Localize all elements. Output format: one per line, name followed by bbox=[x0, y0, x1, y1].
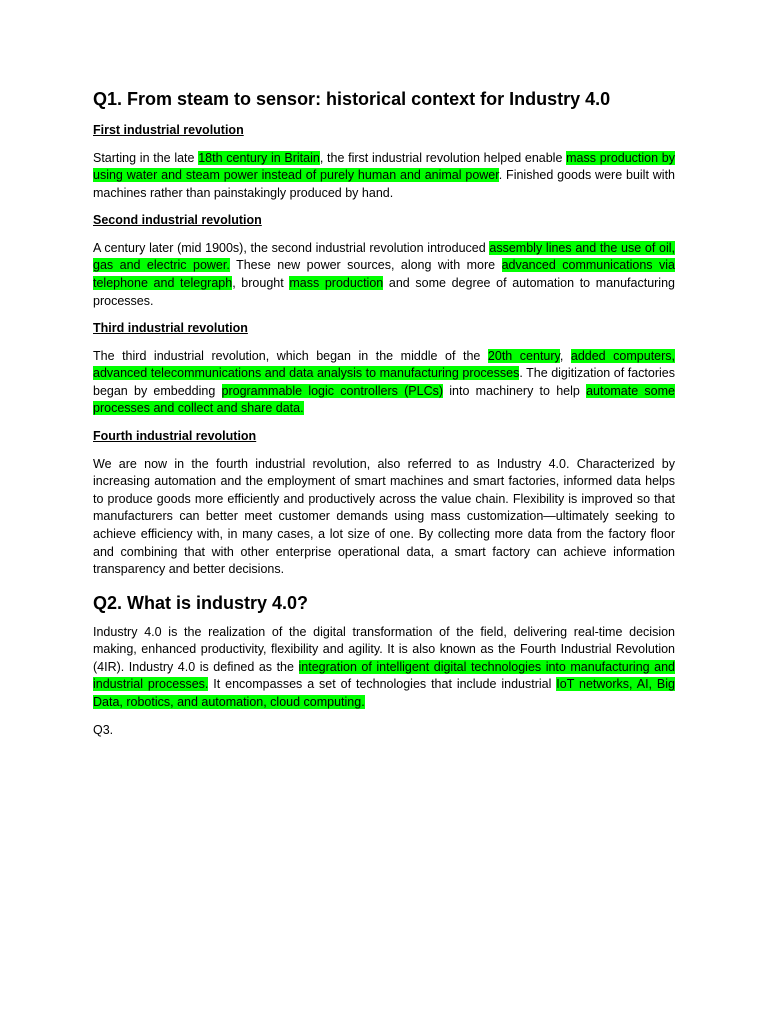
q2-paragraph bbox=[93, 624, 675, 712]
highlight-run: IoT networks, AI, Big Data, robotics, and automation, cloud computing. bbox=[93, 677, 675, 710]
text-run: , bbox=[559, 348, 571, 363]
third-revolution-title: Third industrial revolution bbox=[93, 321, 248, 336]
fourth-revolution-paragraph: We are now in the fourth industrial revolution, also referred to as Industry 4.0. Characterized by increasing automation and the employment of smart machines and smart factories, informed data helps to produce goods more efficiently and productively across the value chain. Flexibility is improved so that manufacturers can better meet customer demands using mass customization—ultimately seeking to achieve efficiency with, in many cases, a lot size of one. By collecting more data from the factory floor and combining that with other enterprise operational data, a smart factory can achieve information transparency and better decisions. bbox=[93, 456, 675, 577]
second-revolution-title: Second industrial revolution bbox=[93, 213, 262, 228]
text-run: , brought bbox=[232, 275, 290, 290]
highlight-run: advanced communications via telephone and telegraph bbox=[93, 258, 675, 290]
text-run: These new power sources, along with more bbox=[229, 258, 502, 273]
q3-label: Q3. bbox=[93, 722, 114, 737]
fourth-revolution-title: Fourth industrial revolution bbox=[93, 429, 257, 444]
highlight-run: automate some processes and collect and share data. bbox=[93, 383, 675, 416]
third-revolution-paragraph bbox=[93, 348, 675, 418]
highlight-run: integration of intelligent digital technologies into manufacturing and industrial processes. bbox=[93, 659, 675, 692]
highlight-run: assembly lines and the use of oil, gas and electric power. bbox=[93, 240, 675, 273]
first-revolution-paragraph bbox=[93, 150, 675, 203]
text-run: Starting in the late bbox=[93, 150, 199, 165]
highlight-run: mass production by using water and steam power instead of purely human and animal power bbox=[93, 150, 675, 183]
q2-heading: Q2. What is industry 4.0? bbox=[93, 592, 309, 613]
text-run: It encompasses a set of technologies that include industrial bbox=[208, 677, 557, 692]
text-run: and some degree of automation to manufacturing processes. bbox=[93, 275, 675, 308]
first-revolution-title: First industrial revolution bbox=[93, 123, 244, 137]
text-run: , the first industrial revolution helped enable bbox=[319, 150, 567, 165]
text-run: A century later (mid 1900s), the second industrial revolution introduced bbox=[93, 240, 490, 255]
highlight-run: added computers, advanced telecommunications and data analysis to manufacturing processes bbox=[93, 348, 676, 381]
text-run: Industry 4.0 is the realization of the digital transformation of the field, delivering real-time decision making, enhanced productivity, flexibility and agility. It is also known as the Fourth Industrial Revolution (4IR). Industry 4.0 is defined as the bbox=[93, 624, 675, 674]
second-revolution-paragraph bbox=[93, 240, 675, 310]
document-page bbox=[93, 86, 675, 739]
q1-heading: Q1. From steam to sensor: historical context for Industry 4.0 bbox=[93, 89, 611, 109]
highlight-run: 20th century bbox=[487, 348, 560, 363]
highlight-run: 18th century in Britain bbox=[198, 150, 320, 165]
highlight-run: mass production bbox=[289, 275, 384, 290]
text-run: . The digitization of factories began by embedding bbox=[93, 366, 675, 398]
text-run: into machinery to help bbox=[443, 383, 587, 398]
text-run: The third industrial revolution, which began in the middle of the bbox=[93, 348, 488, 363]
text-run: . Finished goods were built with machines rather than painstakingly produced by hand. bbox=[93, 168, 675, 200]
highlight-run: programmable logic controllers (PLCs) bbox=[221, 383, 444, 398]
